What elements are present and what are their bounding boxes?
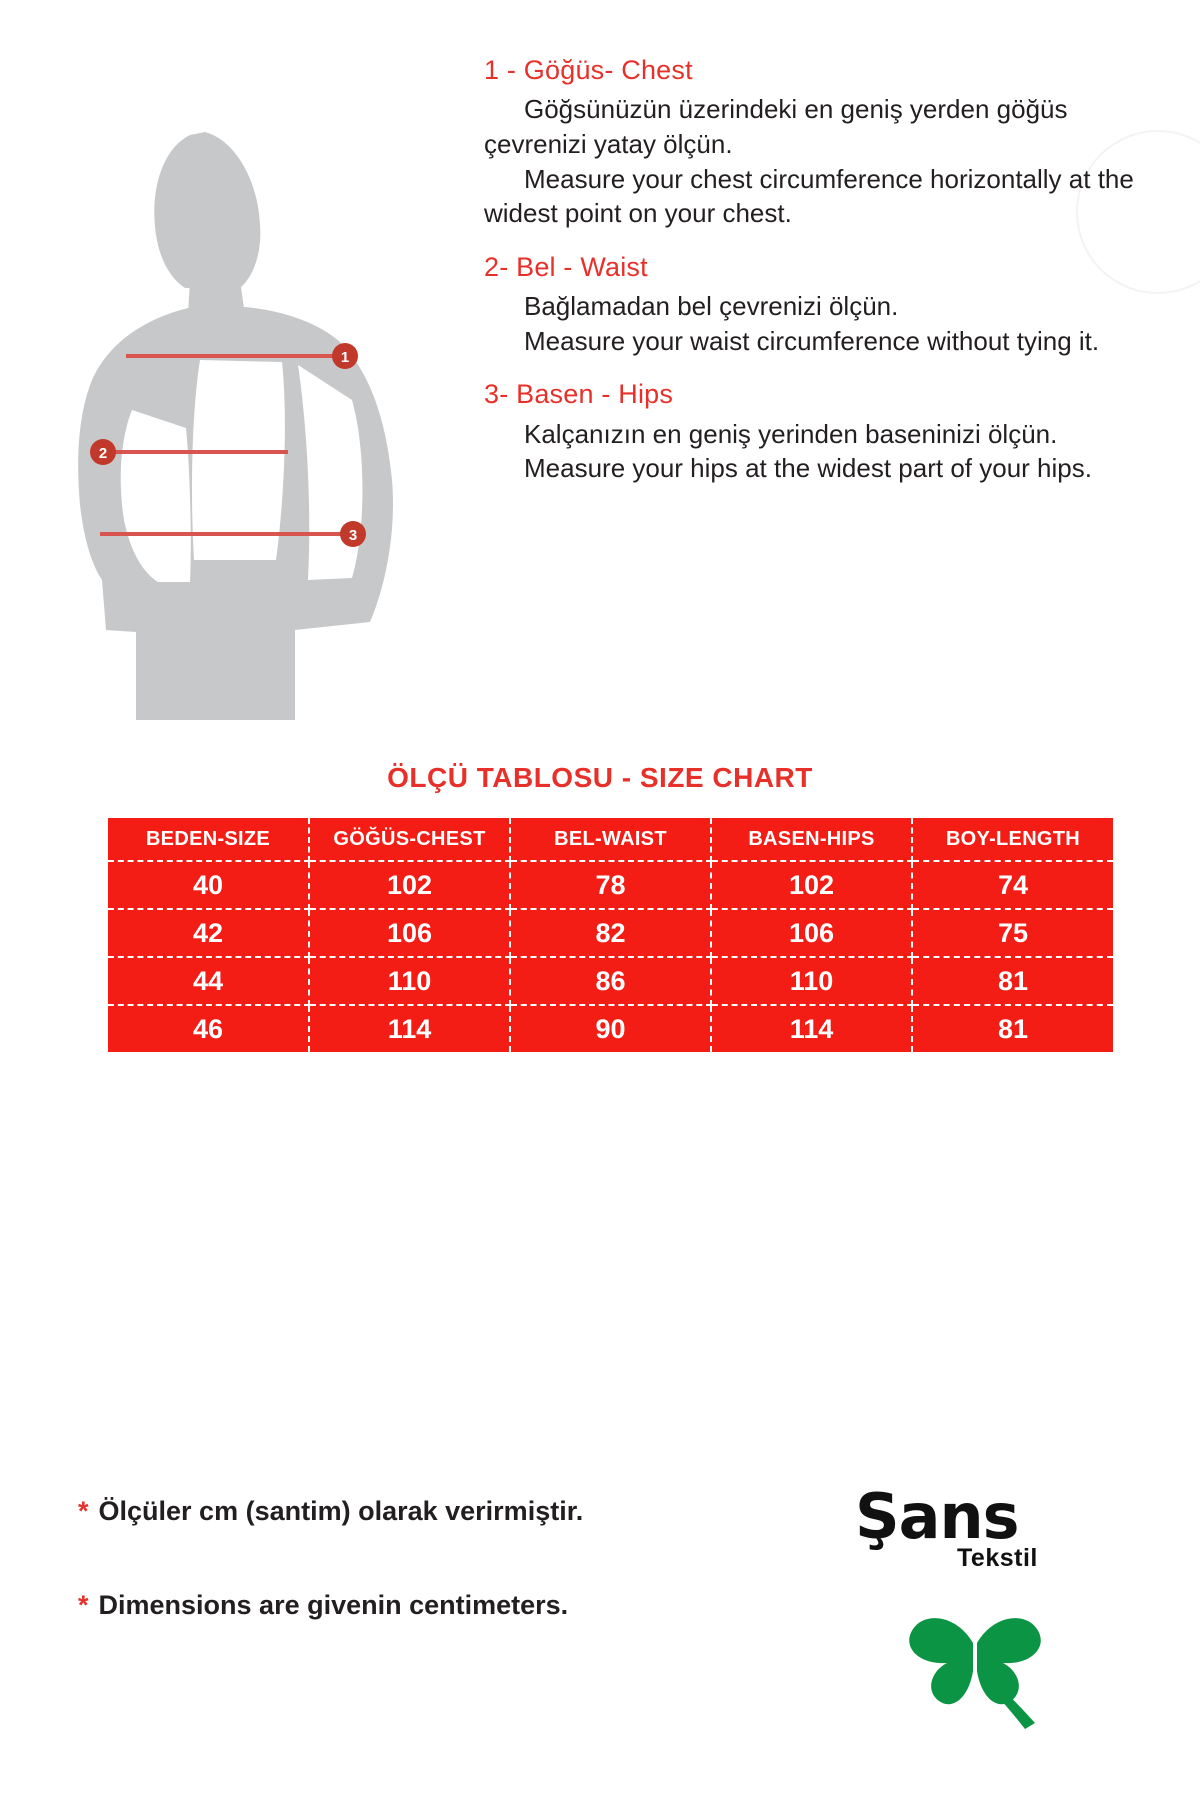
table-cell: 102 (309, 861, 510, 909)
table-cell: 110 (711, 957, 912, 1005)
note-en (78, 1589, 818, 1621)
table-header-cell: GÖĞÜS-CHEST (309, 818, 510, 861)
size-chart-title: ÖLÇÜ TABLOSU - SIZE CHART (387, 762, 813, 793)
table-cell: 78 (510, 861, 711, 909)
brand-logo (855, 1480, 1105, 1740)
table-cell: 110 (309, 957, 510, 1005)
instructions-list (484, 52, 1144, 504)
brand-subtitle: Tekstil (957, 1544, 1038, 1572)
note-star-icon: * (78, 1496, 89, 1526)
table-cell: 86 (510, 957, 711, 1005)
table-header-cell: BEDEN-SIZE (108, 818, 309, 861)
instruction-text-chest-en: Measure your chest circumference horizontally at the widest point on your chest. (484, 163, 1134, 229)
table-row (108, 909, 1113, 957)
table-cell: 44 (108, 957, 309, 1005)
table-cell: 46 (108, 1005, 309, 1052)
table-cell: 81 (912, 957, 1113, 1005)
instruction-text-waist-en: Measure your waist circumference without tying it. (524, 325, 1100, 356)
table-header-cell: BEL-WAIST (510, 818, 711, 861)
table-cell: 75 (912, 909, 1113, 957)
footer-notes (78, 1495, 818, 1684)
svg-text:2: 2 (98, 445, 108, 462)
instruction-block-hips (484, 376, 1144, 486)
table-header-row (108, 818, 1113, 861)
instruction-text-chest-tr: Göğsünüzün üzerindeki en geniş yerden göğüs çevrenizi yatay ölçün. (484, 94, 1068, 160)
body-silhouette-icon (78, 132, 393, 720)
instruction-title-hips: 3- Basen - Hips (484, 379, 674, 410)
table-row (108, 957, 1113, 1005)
brand-name: Şans (855, 1480, 1019, 1553)
table-row (108, 1005, 1113, 1052)
instruction-text-hips-tr: Kalçanızın en geniş yerinden baseninizi ölçün. (524, 418, 1058, 449)
table-cell: 102 (711, 861, 912, 909)
size-chart-table (108, 818, 1113, 1052)
table-cell: 114 (711, 1005, 912, 1052)
table-cell: 90 (510, 1005, 711, 1052)
table-cell: 106 (711, 909, 912, 957)
table-cell: 106 (309, 909, 510, 957)
measurement-figure (40, 110, 460, 720)
table-cell: 74 (912, 861, 1113, 909)
table-row (108, 861, 1113, 909)
svg-text:3: 3 (348, 527, 358, 544)
note-text-tr: Ölçüler cm (santim) olarak verirmiştir. (98, 1496, 584, 1526)
clover-icon (885, 1585, 1065, 1740)
table-cell: 114 (309, 1005, 510, 1052)
instruction-text-waist-tr: Bağlamadan bel çevrenizi ölçün. (524, 291, 899, 322)
svg-text:1: 1 (340, 349, 350, 366)
measurement-guide-section (0, 0, 1200, 760)
table-header-cell: BOY-LENGTH (912, 818, 1113, 861)
note-star-icon: * (78, 1590, 89, 1621)
table-cell: 40 (108, 861, 309, 909)
note-text-en: Dimensions are givenin centimeters. (98, 1590, 569, 1621)
table-header-cell: BASEN-HIPS (711, 818, 912, 861)
instruction-title-waist: 2- Bel - Waist (484, 251, 648, 282)
instruction-text-hips-en: Measure your hips at the widest part of your hips. (524, 453, 1092, 484)
instruction-block-chest (484, 52, 1144, 231)
instruction-title-chest: 1 - Göğüs- Chest (484, 55, 693, 85)
table-cell: 81 (997, 1013, 1029, 1044)
table-cell: 82 (510, 909, 711, 957)
table-cell: 42 (108, 909, 309, 957)
note-tr (78, 1495, 818, 1527)
instruction-block-waist (484, 249, 1144, 359)
